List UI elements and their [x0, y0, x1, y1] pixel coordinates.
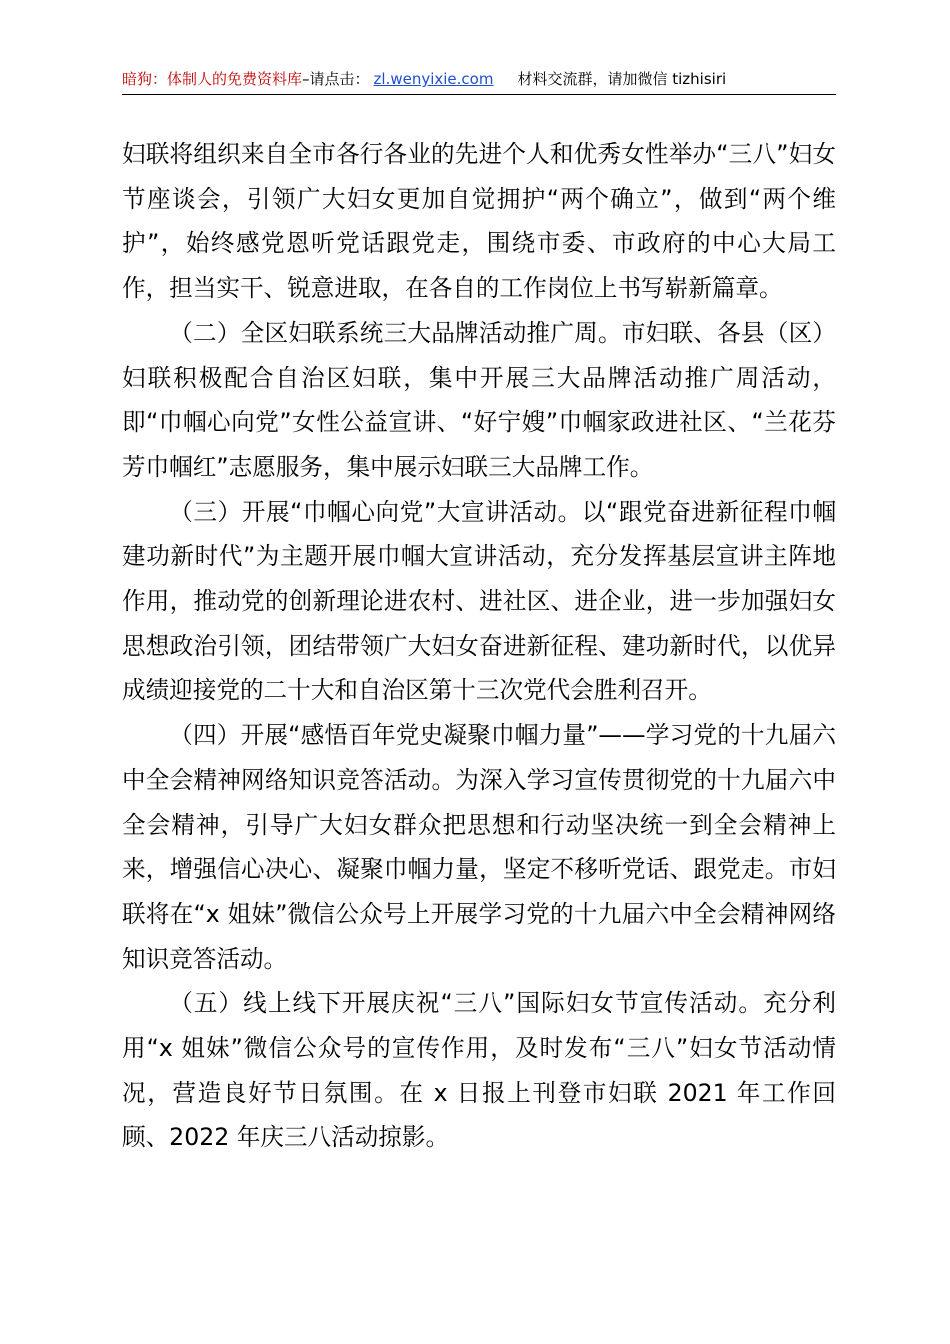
- paragraph-continuation: 妇联将组织来自全市各行各业的先进个人和优秀女性举办“三八”妇女节座谈会，引领广大妇女更加自觉拥护“两个确立”，做到“两个维护”，始终感党恩听党话跟党走，围绕市委、市政府的中心大局工作，担当实干、锐意进取，在各自的工作岗位上书写崭新篇章。: [122, 140, 836, 303]
- document-body: [122, 132, 836, 1160]
- paragraph-section-5: （五）线上线下开展庆祝“三八”国际妇女节宣传活动。充分利用“x 姐妹”微信公众号的宣传作用，及时发布“三八”妇女节活动情况，营造良好节日氛围。在 x 日报上刊登市妇联 2021 年工作回顾、2022 年庆三八活动掠影。: [122, 989, 836, 1152]
- paragraph-section-2: （二）全区妇联系统三大品牌活动推广周。市妇联、各县（区）妇联积极配合自治区妇联，集中开展三大品牌活动推广周活动，即“巾帼心向党”女性公益宣讲、“好宁嫂”巾帼家政进社区、“兰花芬芳巾帼红”志愿服务，集中展示妇联三大品牌工作。: [122, 318, 836, 481]
- paragraph-section-4: （四）开展“感悟百年党史凝聚巾帼力量”——学习党的十九届六中全会精神网络知识竞答活动。为深入学习宣传贯彻党的十九届六中全会精神，引导广大妇女群众把思想和行动坚决统一到全会精神上来，增强信心决心、凝聚巾帼力量，坚定不移听党话、跟党走。市妇联将在“x 姐妹”微信公众号上开展学习党的十九届六中全会精神网络知识竞答活动。: [122, 721, 836, 973]
- header-click-prompt: –请点击：: [302, 70, 370, 88]
- header-site-name: 暗狗：体制人的免费资料库: [122, 70, 303, 88]
- header-wechat-note: 材料交流群，请加微信 tizhisiri: [517, 70, 727, 88]
- page-header: [122, 68, 836, 95]
- paragraph-section-3: （三）开展“巾帼心向党”大宣讲活动。以“跟党奋进新征程巾帼建功新时代”为主题开展巾帼大宣讲活动，充分发挥基层宣讲主阵地作用，推动党的创新理论进农村、进社区、进企业，进一步加强妇女思想政治引领，团结带领广大妇女奋进新征程、建功新时代，以优异成绩迎接党的二十大和自治区第十三次党代会胜利召开。: [122, 497, 836, 705]
- header-link[interactable]: zl.wenyixie.com: [373, 70, 494, 88]
